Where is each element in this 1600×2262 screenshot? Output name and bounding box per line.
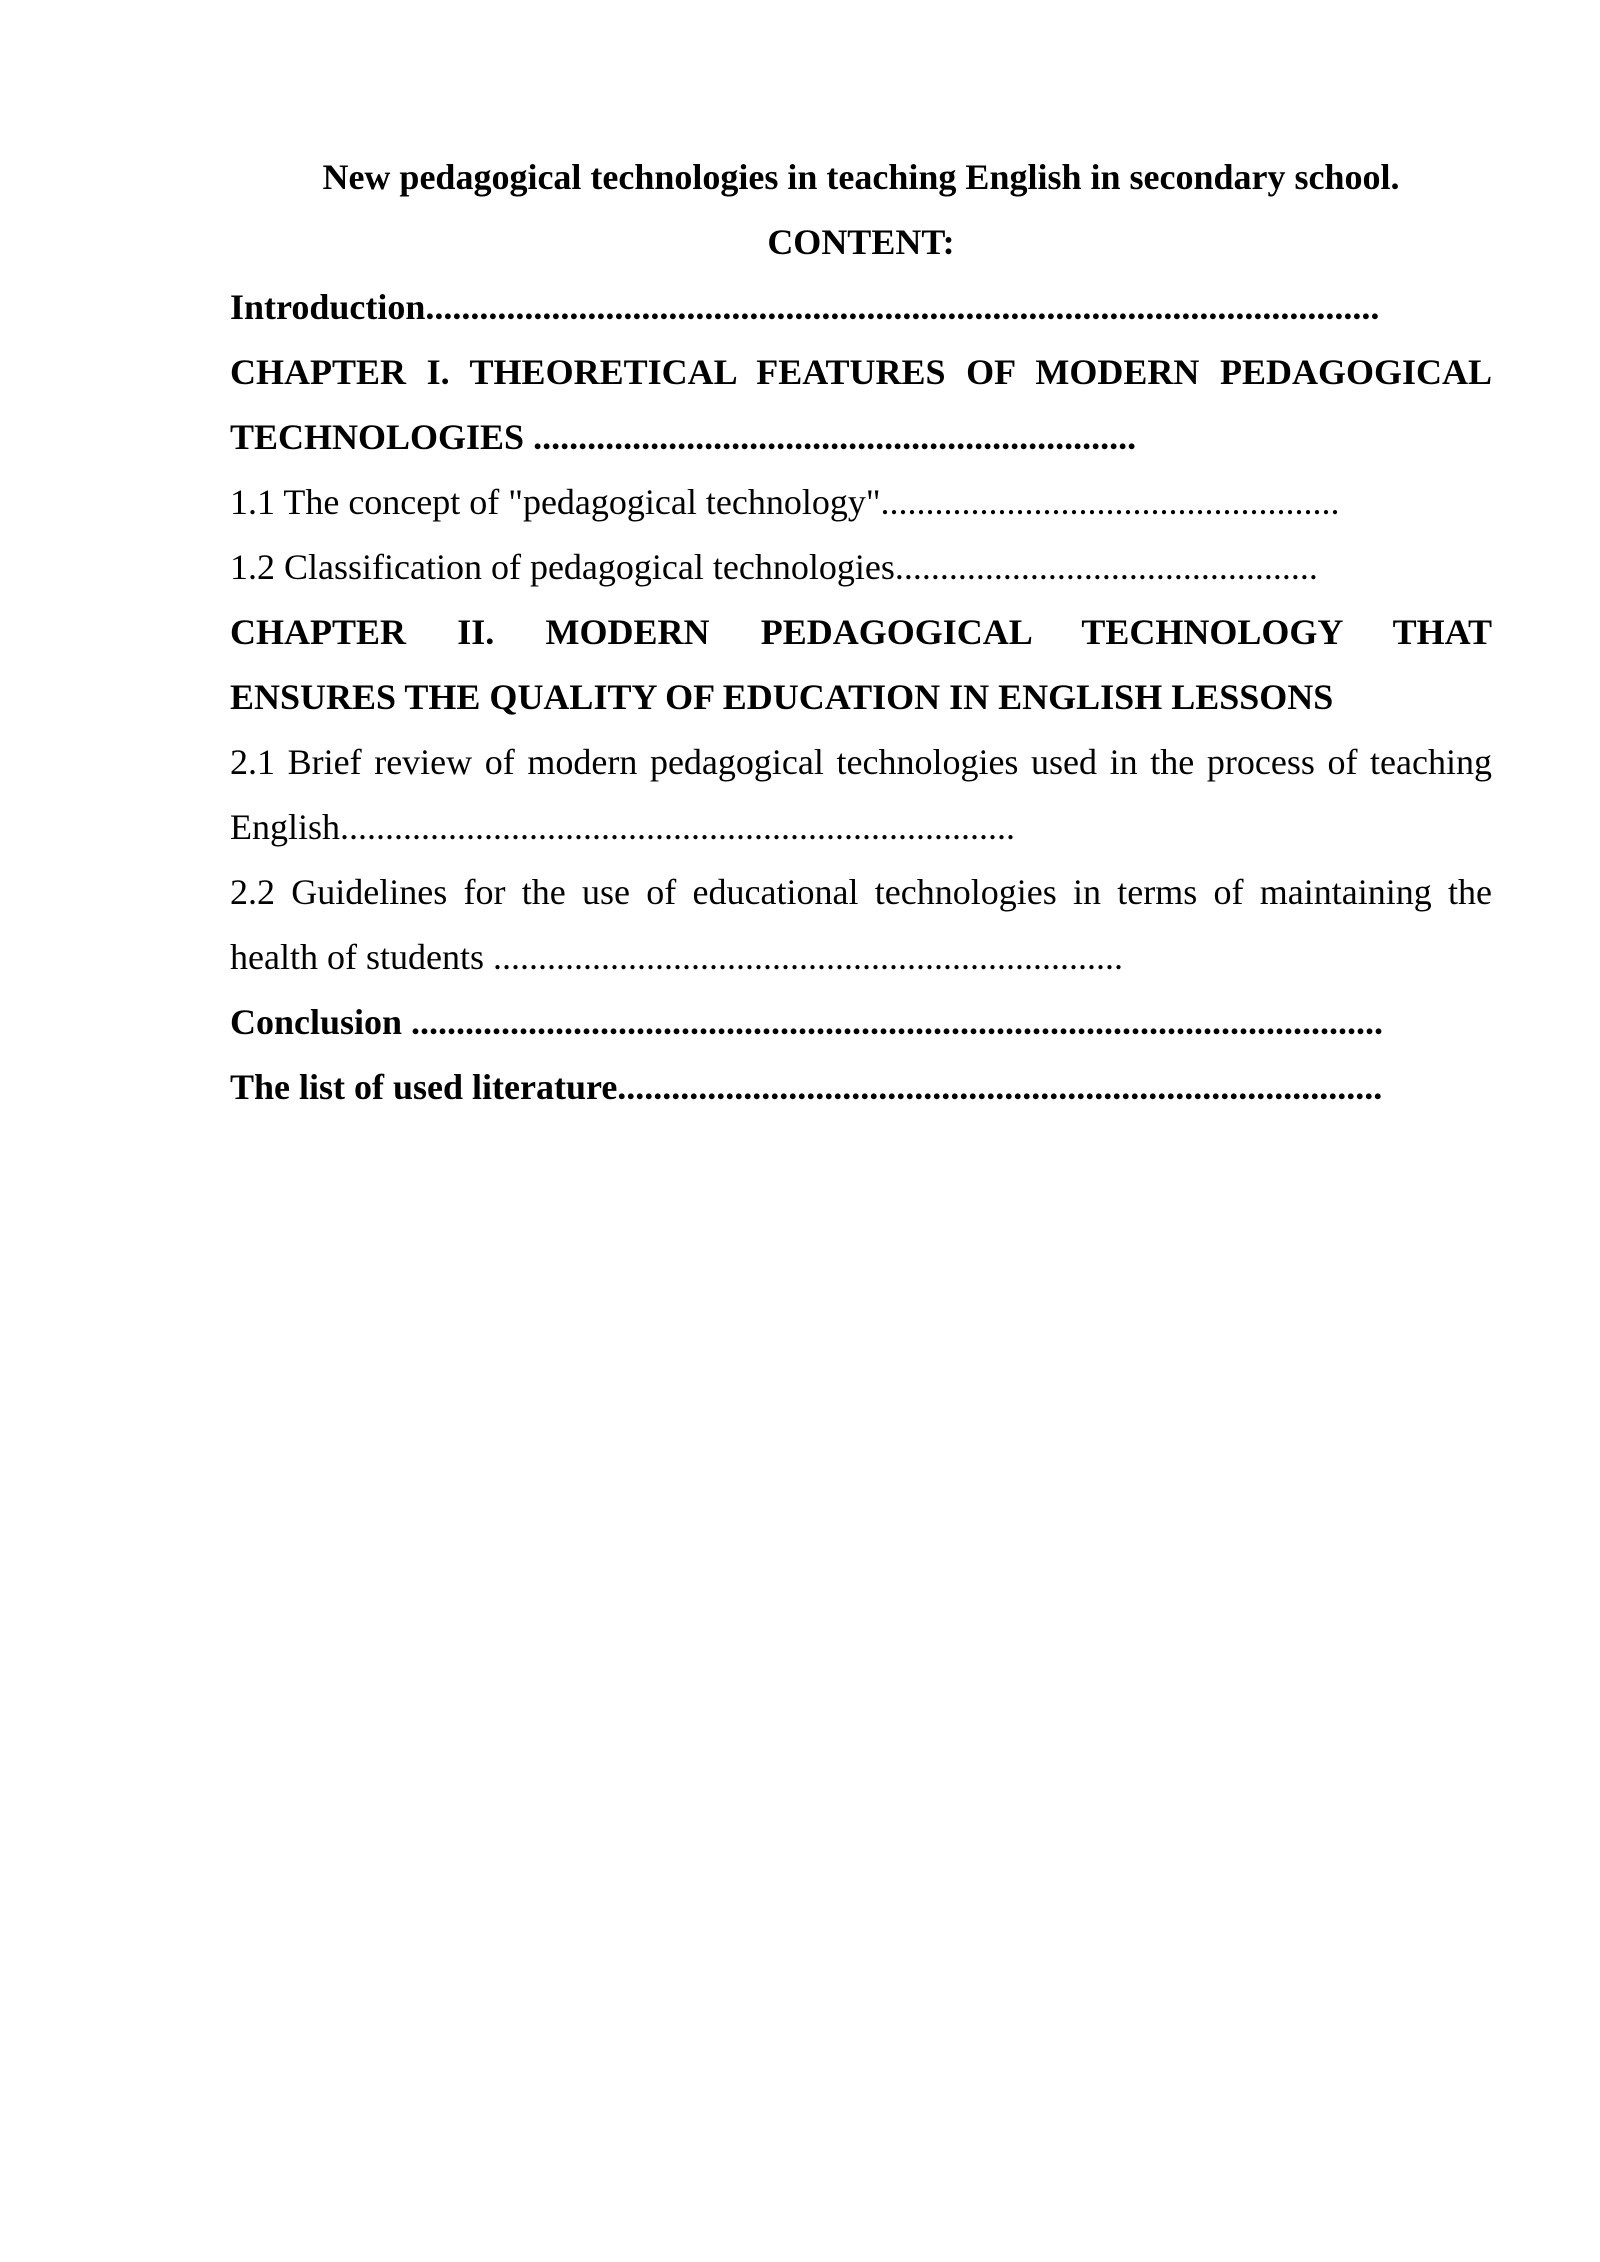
document-body — [230, 145, 1492, 1120]
content-heading: CONTENT: — [767, 222, 955, 262]
toc-entry-2-2-line-2: health of students ...................................................................... — [230, 937, 1123, 977]
toc-entry-chapter-1-line-2: TECHNOLOGIES ................................................................... — [230, 417, 1137, 457]
toc-entry-2-2-line-1: 2.2 Guidelines for the use of educational technologies in terms of maintaining the — [230, 872, 1492, 912]
toc-entry-introduction: Introduction.......................................................................................................... — [230, 287, 1380, 327]
toc-entry-2-1-line-1: 2.1 Brief review of modern pedagogical technologies used in the process of teaching — [230, 742, 1492, 782]
toc-entry-2-1-line-2: English........................................................................... — [230, 807, 1016, 847]
toc-entry-conclusion: Conclusion ............................................................................................................ — [230, 1002, 1384, 1042]
toc-entry-chapter-2-line-2: ENSURES THE QUALITY OF EDUCATION IN ENGLISH LESSONS — [230, 677, 1334, 717]
toc-entry-literature: The list of used literature..................................................................................... — [230, 1067, 1383, 1107]
toc-entry-1-2: 1.2 Classification of pedagogical technologies............................................... — [230, 547, 1318, 587]
toc-entry-1-1: 1.1 The concept of "pedagogical technology"................................................... — [230, 482, 1340, 522]
toc-entry-chapter-2-line-1: CHAPTER II. MODERN PEDAGOGICAL TECHNOLOGY THAT — [230, 612, 1492, 652]
toc-entry-chapter-1-line-1: CHAPTER I. THEORETICAL FEATURES OF MODERN PEDAGOGICAL — [230, 352, 1492, 392]
document-title: New pedagogical technologies in teaching English in secondary school. — [322, 157, 1400, 197]
